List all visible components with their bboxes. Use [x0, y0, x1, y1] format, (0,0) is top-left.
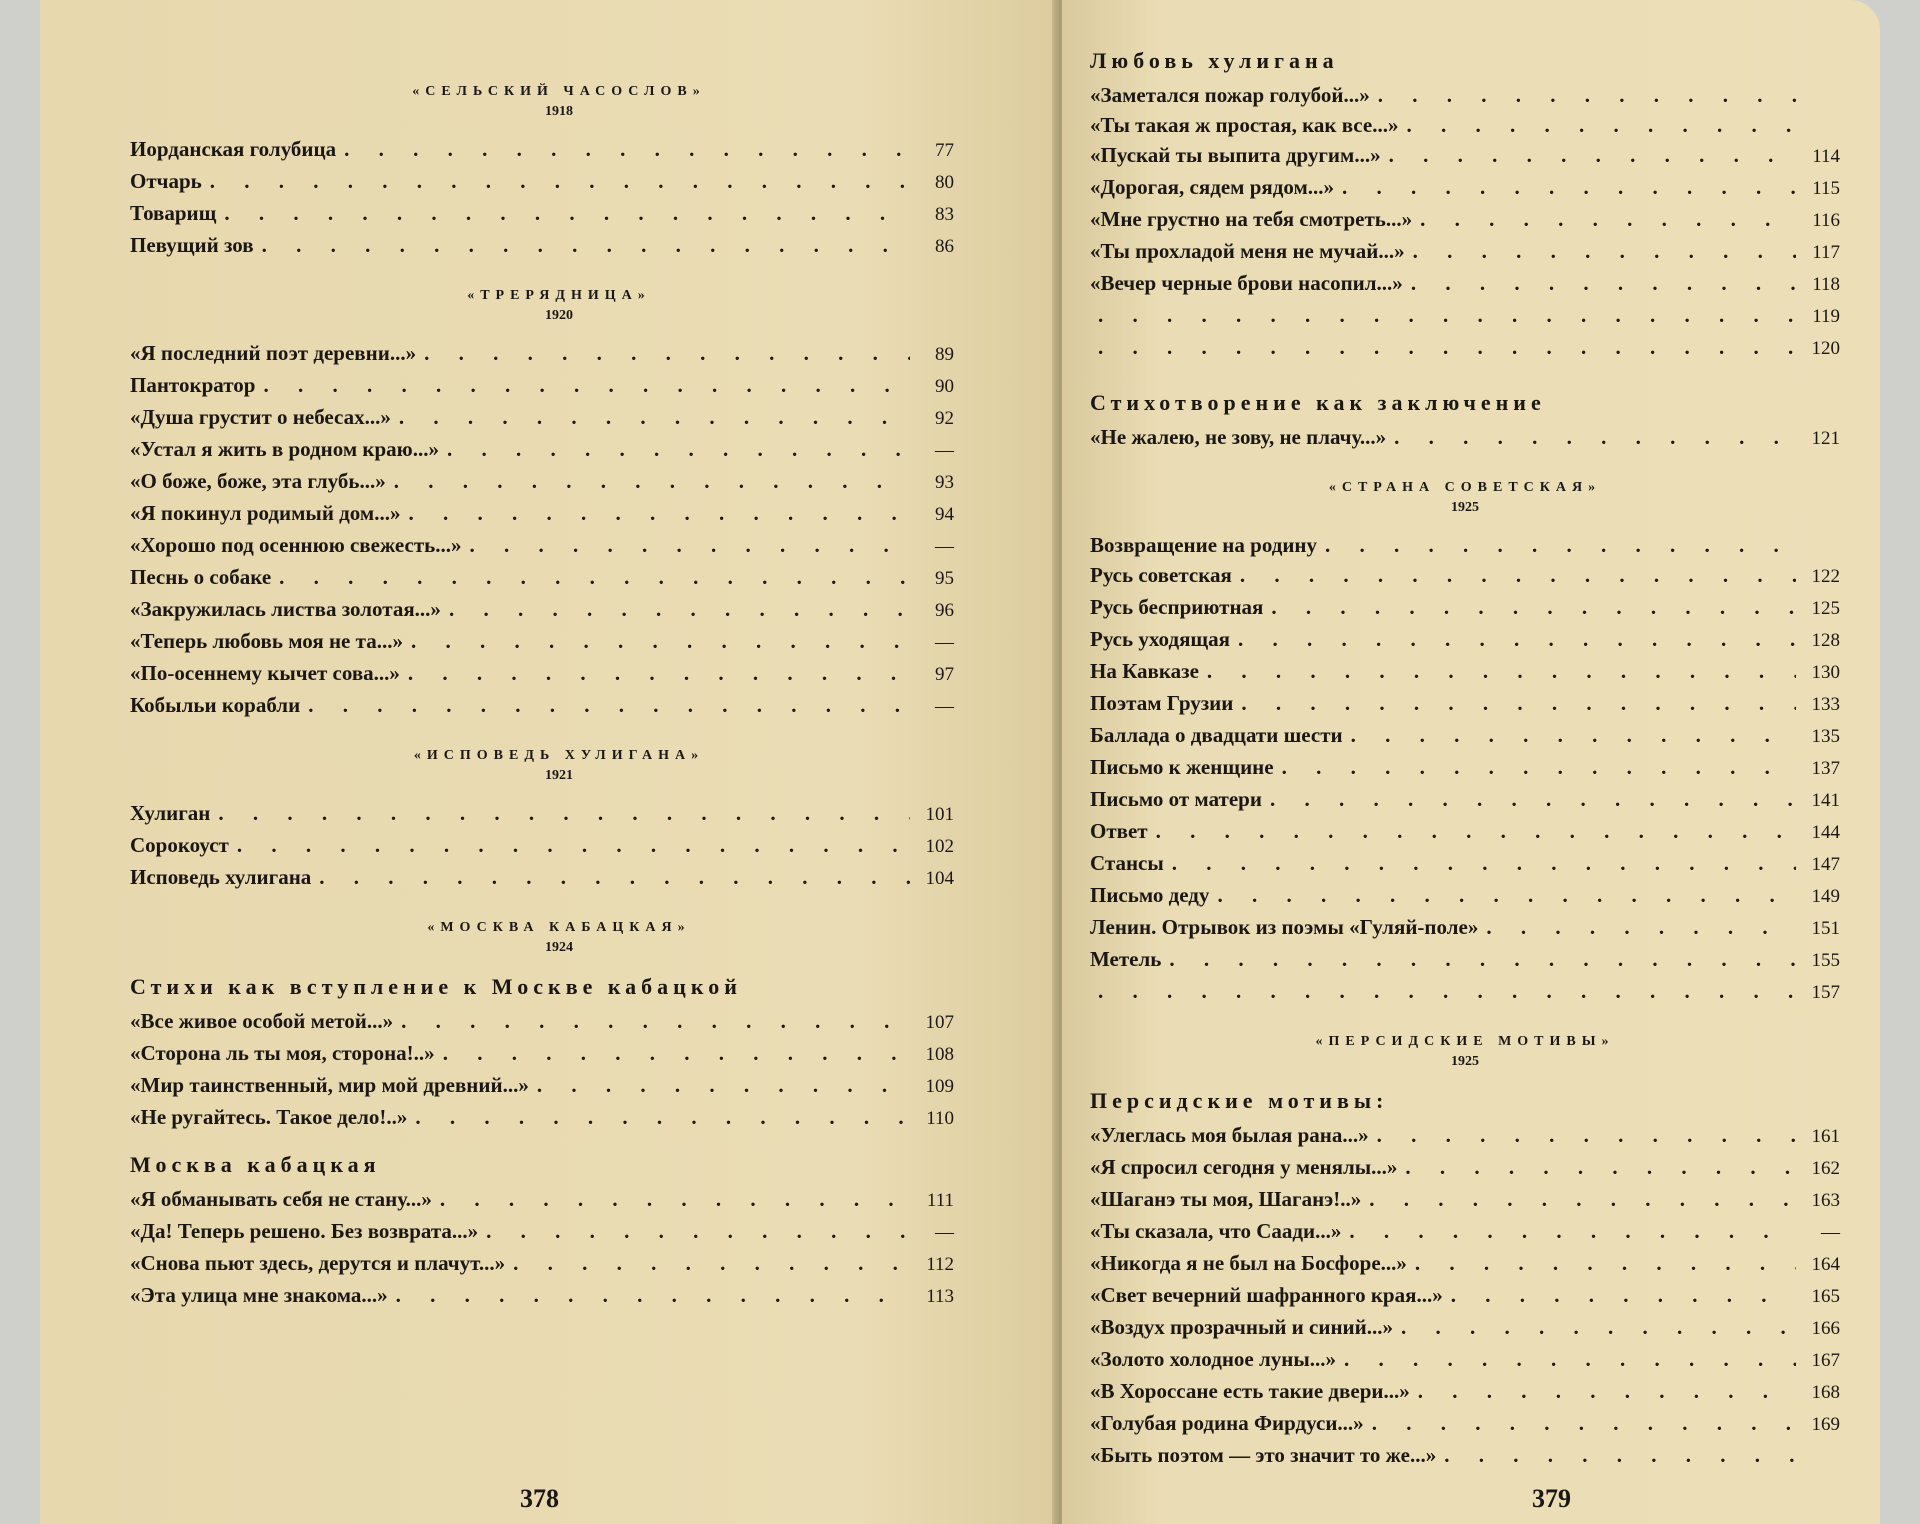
- entry-title: Хулиган: [130, 801, 211, 825]
- toc-entry: [130, 1248, 954, 1280]
- section-year: 1920: [545, 308, 573, 323]
- toc-entry: [130, 562, 954, 594]
- entry-page: —: [935, 632, 954, 653]
- section-subheading: Стихотворение как заключение: [1090, 390, 1546, 415]
- entry-page: —: [935, 1222, 954, 1243]
- section-year: 1921: [545, 768, 573, 783]
- toc-entry: [1090, 1248, 1840, 1280]
- section-subheading: Любовь хулигана: [1090, 48, 1339, 73]
- section-heading: «ТРЕРЯДНИЦА»: [467, 288, 651, 303]
- toc-entry: [1090, 912, 1840, 944]
- dot-leader: [1420, 204, 1796, 234]
- toc-entry: [1090, 80, 1840, 110]
- entry-title: Русь бесприютная: [1090, 595, 1264, 619]
- toc-entry: [130, 1184, 954, 1216]
- dot-leader: [1418, 1376, 1796, 1406]
- dot-leader: [537, 1070, 910, 1100]
- dot-leader: [1378, 80, 1796, 110]
- page-number-left: 378: [520, 1484, 559, 1513]
- entry-title: «Не ругайтесь. Такое дело!..»: [130, 1105, 408, 1129]
- entry-title: «Я последний поэт деревни...»: [130, 341, 417, 365]
- entry-page: 122: [1811, 566, 1840, 587]
- dot-leader: [1451, 1280, 1796, 1310]
- entry-title: «По-осеннему кычет сова...»: [130, 661, 400, 685]
- dot-leader: [1207, 656, 1796, 686]
- entry-page: 109: [925, 1076, 954, 1097]
- section-year: 1924: [545, 940, 573, 955]
- entry-page: 114: [1812, 146, 1840, 167]
- dot-leader: [1217, 880, 1796, 910]
- dot-leader: [344, 134, 910, 164]
- dot-leader: [1344, 1344, 1796, 1374]
- entry-title: «О боже, боже, эта глубь...»: [130, 469, 386, 493]
- dot-leader: [443, 1038, 910, 1068]
- entry-page: 141: [1811, 790, 1840, 811]
- entry-title: «Да! Теперь решено. Без возврата...»: [130, 1219, 479, 1243]
- dot-leader: [401, 1006, 910, 1036]
- toc-entry: [130, 830, 954, 862]
- entry-page: —: [935, 440, 954, 461]
- dot-leader: [1401, 1312, 1796, 1342]
- dot-leader: [1098, 332, 1796, 362]
- dot-leader: [1325, 530, 1796, 560]
- dot-leader: [1349, 1216, 1796, 1246]
- toc-entry: [1090, 1376, 1840, 1408]
- entry-page: 155: [1811, 950, 1840, 971]
- toc-entry: [1090, 204, 1840, 236]
- toc-section: [130, 748, 988, 894]
- dot-leader: [1389, 140, 1796, 170]
- entry-title: «Никогда я не был на Босфоре...»: [1090, 1251, 1407, 1275]
- entry-title: «Мне грустно на тебя смотреть...»: [1090, 207, 1413, 231]
- toc-entry: [130, 1070, 954, 1102]
- entry-page: 93: [935, 472, 954, 493]
- dot-leader: [1413, 236, 1796, 266]
- entry-page: 117: [1812, 242, 1840, 263]
- entry-title: Русь уходящая: [1090, 627, 1231, 651]
- section-heading: «ИСПОВЕДЬ ХУЛИГАНА»: [413, 748, 705, 763]
- toc-entry: [130, 1038, 954, 1070]
- toc-section: [130, 288, 988, 722]
- entry-page: 149: [1811, 886, 1840, 907]
- toc-entry: [1090, 560, 1840, 592]
- toc-entry: [1090, 140, 1840, 172]
- entry-page: 110: [926, 1108, 954, 1129]
- entry-title: «Воздух прозрачный и синий...»: [1090, 1315, 1394, 1339]
- toc-entry: [1090, 1440, 1840, 1470]
- dot-leader: [1098, 976, 1796, 1006]
- entry-page: 96: [935, 600, 954, 621]
- toc-entry: [130, 1102, 954, 1134]
- toc-entry: [130, 338, 954, 370]
- entry-title: «Устал я жить в родном краю...»: [130, 437, 439, 461]
- entry-page: 168: [1811, 1382, 1840, 1403]
- toc-entry: [1090, 530, 1840, 560]
- toc-entry: [130, 530, 954, 562]
- dot-leader: [279, 562, 910, 592]
- toc-entry: [130, 1006, 954, 1038]
- entry-page: 164: [1811, 1254, 1840, 1275]
- entry-page: 121: [1811, 428, 1840, 449]
- dot-leader: [210, 166, 910, 196]
- toc-entry: [1090, 656, 1840, 688]
- entry-page: 166: [1811, 1318, 1840, 1339]
- dot-leader: [1098, 300, 1796, 330]
- dot-leader: [1240, 560, 1796, 590]
- entry-title: Кобыльи корабли: [130, 693, 301, 717]
- dot-leader: [1377, 1120, 1796, 1150]
- entry-title: «Не жалею, не зову, не плачу...»: [1090, 425, 1387, 449]
- toc-entry: [1090, 752, 1840, 784]
- toc-entry: [130, 466, 954, 498]
- entry-title: «В Хороссане есть такие двери...»: [1090, 1379, 1410, 1403]
- dot-leader: [1444, 1440, 1796, 1470]
- entry-page: 111: [926, 1190, 954, 1211]
- entry-page: 163: [1811, 1190, 1840, 1211]
- entry-title: Иорданская голубица: [130, 137, 337, 161]
- entry-page: 83: [935, 204, 954, 225]
- entry-page: 116: [1812, 210, 1840, 231]
- entry-page: 102: [925, 836, 954, 857]
- dot-leader: [1351, 720, 1796, 750]
- toc-entry: [1090, 1312, 1840, 1344]
- toc-entry: [130, 862, 954, 894]
- toc-section: [1090, 48, 1840, 364]
- entry-title: Отчарь: [130, 169, 202, 193]
- entry-page: 137: [1811, 758, 1840, 779]
- toc-entry: [1090, 268, 1840, 300]
- entry-title: «Ты такая ж простая, как все...»: [1090, 113, 1399, 137]
- entry-title: «Золото холодное луны...»: [1090, 1347, 1337, 1371]
- entry-page: 165: [1811, 1286, 1840, 1307]
- toc-section: [130, 84, 988, 262]
- toc-section: [130, 920, 988, 1312]
- page-number-right: 379: [1532, 1484, 1571, 1513]
- toc-entry: [1090, 816, 1840, 848]
- entry-title: Русь советская: [1090, 563, 1232, 587]
- section-heading: «СЕЛЬСКИЙ ЧАСОСЛОВ»: [412, 84, 706, 99]
- dot-leader: [440, 1184, 910, 1214]
- section-year: 1925: [1451, 1054, 1479, 1069]
- entry-title: Исповедь хулигана: [130, 865, 312, 889]
- toc-entry: [1090, 332, 1840, 364]
- entry-page: 133: [1811, 694, 1840, 715]
- dot-leader: [1486, 912, 1796, 942]
- toc-entry: [130, 658, 954, 690]
- entry-page: 144: [1811, 822, 1840, 843]
- entry-page: 90: [935, 376, 954, 397]
- entry-title: «Быть поэтом — это значит то же...»: [1090, 1443, 1437, 1467]
- entry-page: —: [935, 696, 954, 717]
- toc-entry: [130, 1216, 954, 1248]
- entry-title: Товарищ: [130, 201, 217, 225]
- dot-leader: [1369, 1184, 1796, 1214]
- dot-leader: [1241, 688, 1796, 718]
- dot-leader: [1394, 422, 1796, 452]
- dot-leader: [1405, 1152, 1796, 1182]
- toc-entry: [1090, 300, 1840, 332]
- right-page-content: [1090, 48, 1840, 1470]
- section-subheading: Москва кабацкая: [130, 1152, 381, 1177]
- entry-title: «Пускай ты выпита другим...»: [1090, 143, 1381, 167]
- toc-entry: [130, 690, 954, 722]
- dot-leader: [262, 230, 910, 260]
- entry-title: Метель: [1090, 947, 1162, 971]
- entry-title: «Заметался пожар голубой...»: [1090, 83, 1370, 107]
- toc-entry: [130, 134, 954, 166]
- entry-page: 135: [1811, 726, 1840, 747]
- entry-title: «Эта улица мне знакома...»: [130, 1283, 388, 1307]
- entry-title: «Вечер черные брови насопил...»: [1090, 271, 1403, 295]
- dot-leader: [1172, 848, 1796, 878]
- dot-leader: [1372, 1408, 1796, 1438]
- entry-title: Письмо деду: [1090, 883, 1210, 907]
- entry-page: 120: [1811, 338, 1840, 359]
- entry-title: Песнь о собаке: [130, 565, 272, 589]
- toc-entry: [1090, 592, 1840, 624]
- dot-leader: [408, 498, 910, 528]
- entry-title: Ответ: [1090, 819, 1148, 843]
- dot-leader: [1271, 592, 1796, 622]
- entry-page: 112: [926, 1254, 954, 1275]
- entry-page: 94: [935, 504, 954, 525]
- toc-entry: [1090, 848, 1840, 880]
- entry-page: 80: [935, 172, 954, 193]
- dot-leader: [1238, 624, 1796, 654]
- dot-leader: [1270, 784, 1796, 814]
- entry-title: «Я спросил сегодня у менялы...»: [1090, 1155, 1398, 1179]
- dot-leader: [237, 830, 910, 860]
- dot-leader: [1342, 172, 1796, 202]
- toc-entry: [130, 370, 954, 402]
- entry-title: «Ты сказала, что Саади...»: [1090, 1219, 1342, 1243]
- entry-page: 101: [925, 804, 954, 825]
- dot-leader: [424, 338, 910, 368]
- entry-title: «Дорогая, сядем рядом...»: [1090, 175, 1335, 199]
- entry-page: —: [935, 536, 954, 557]
- section-year: 1918: [545, 104, 573, 119]
- toc-entry: [130, 402, 954, 434]
- dot-leader: [399, 402, 910, 432]
- entry-page: 125: [1811, 598, 1840, 619]
- dot-leader: [308, 690, 910, 720]
- dot-leader: [408, 658, 910, 688]
- toc-entry: [1090, 624, 1840, 656]
- toc-entry: [1090, 1280, 1840, 1312]
- dot-leader: [1282, 752, 1796, 782]
- entry-title: «Закружилась листва золотая...»: [130, 597, 441, 621]
- entry-title: «Улеглась моя былая рана...»: [1090, 1123, 1369, 1147]
- toc-entry: [1090, 1184, 1840, 1216]
- entry-page: 113: [926, 1286, 954, 1307]
- toc-entry: [130, 230, 954, 262]
- dot-leader: [1169, 944, 1796, 974]
- toc-entry: [1090, 1120, 1840, 1152]
- entry-title: «Хорошо под осеннюю свежесть...»: [130, 533, 462, 557]
- section-heading: «СТРАНА СОВЕТСКАЯ»: [1328, 480, 1602, 495]
- dot-leader: [411, 626, 910, 656]
- entry-title: Письмо от матери: [1090, 787, 1262, 811]
- toc-entry: [1090, 1152, 1840, 1184]
- toc-entry: [1090, 1408, 1840, 1440]
- entry-page: 161: [1811, 1126, 1840, 1147]
- entry-page: 115: [1812, 178, 1840, 199]
- toc-entry: [1090, 720, 1840, 752]
- entry-title: Возвращение на родину: [1090, 533, 1318, 557]
- entry-page: 118: [1812, 274, 1840, 295]
- dot-leader: [1411, 268, 1796, 298]
- dot-leader: [447, 434, 910, 464]
- toc-entry: [1090, 236, 1840, 268]
- entry-page: 167: [1811, 1350, 1840, 1371]
- entry-title: «Свет вечерний шафранного края...»: [1090, 1283, 1443, 1307]
- dot-leader: [415, 1102, 910, 1132]
- dot-leader: [224, 198, 910, 228]
- entry-page: 157: [1811, 982, 1840, 1003]
- entry-title: «Мир таинственный, мир мой древний...»: [130, 1073, 529, 1097]
- toc-entry: [130, 798, 954, 830]
- entry-title: «Я покинул родимый дом...»: [130, 501, 401, 525]
- dot-leader: [218, 798, 910, 828]
- dot-leader: [263, 370, 910, 400]
- toc-entry: [1090, 110, 1840, 140]
- entry-title: На Кавказе: [1090, 659, 1199, 683]
- dot-leader: [319, 862, 910, 892]
- toc-entry: [130, 1280, 954, 1312]
- dot-leader: [1156, 816, 1796, 846]
- toc-entry: [1090, 422, 1840, 454]
- entry-page: 147: [1811, 854, 1840, 875]
- entry-title: «Душа грустит о небесах...»: [130, 405, 391, 429]
- right-page: [1062, 0, 1880, 1524]
- toc-section: [1090, 480, 1840, 1008]
- entry-page: 77: [935, 140, 954, 161]
- section-subheading: Стихи как вступление к Москве кабацкой: [130, 974, 742, 999]
- entry-title: «Голубая родина Фирдуси...»: [1090, 1411, 1364, 1435]
- dot-leader: [513, 1248, 910, 1278]
- entry-page: 97: [935, 664, 954, 685]
- dot-leader: [1406, 110, 1796, 140]
- entry-title: «Снова пьют здесь, дерутся и плачут...»: [130, 1251, 506, 1275]
- toc-entry: [1090, 976, 1840, 1008]
- dot-leader: [394, 466, 910, 496]
- entry-page: 128: [1811, 630, 1840, 651]
- section-year: 1925: [1451, 500, 1479, 515]
- toc-entry: [1090, 688, 1840, 720]
- left-page-content: [130, 84, 988, 1312]
- toc-entry: [130, 198, 954, 230]
- entry-title: Стансы: [1090, 851, 1164, 875]
- entry-title: Пантократор: [130, 373, 256, 397]
- toc-entry: [1090, 172, 1840, 204]
- entry-title: «Шаганэ ты моя, Шаганэ!..»: [1090, 1187, 1362, 1211]
- entry-title: «Теперь любовь моя не та...»: [130, 629, 403, 653]
- toc-entry: [130, 434, 954, 466]
- section-heading: «ПЕРСИДСКИЕ МОТИВЫ»: [1315, 1034, 1615, 1049]
- entry-title: Поэтам Грузии: [1090, 691, 1234, 715]
- entry-title: Певущий зов: [130, 233, 254, 257]
- entry-title: «Сторона ль ты моя, сторона!..»: [130, 1041, 435, 1065]
- dot-leader: [470, 530, 911, 560]
- toc-entry: [1090, 1216, 1840, 1248]
- toc-entry: [1090, 944, 1840, 976]
- entry-page: 169: [1811, 1414, 1840, 1435]
- entry-page: 107: [925, 1012, 954, 1033]
- left-page: [40, 0, 1058, 1524]
- dot-leader: [1415, 1248, 1796, 1278]
- entry-title: «Все живое особой метой...»: [130, 1009, 394, 1033]
- entry-page: 89: [935, 344, 954, 365]
- toc-entry: [1090, 784, 1840, 816]
- toc-entry: [130, 626, 954, 658]
- entry-title: Сорокоуст: [130, 833, 229, 857]
- entry-page: 92: [935, 408, 954, 429]
- entry-page: 151: [1811, 918, 1840, 939]
- toc-entry: [1090, 880, 1840, 912]
- section-subheading: Персидские мотивы:: [1090, 1088, 1389, 1113]
- entry-title: Письмо к женщине: [1090, 755, 1274, 779]
- dot-leader: [449, 594, 910, 624]
- entry-page: 104: [925, 868, 954, 889]
- dot-leader: [396, 1280, 910, 1310]
- entry-page: 86: [935, 236, 954, 257]
- entry-page: 95: [935, 568, 954, 589]
- entry-page: 162: [1811, 1158, 1840, 1179]
- entry-page: 130: [1811, 662, 1840, 683]
- dot-leader: [486, 1216, 910, 1246]
- toc-entry: [130, 498, 954, 530]
- toc-entry: [1090, 1344, 1840, 1376]
- entry-page: —: [1821, 1222, 1840, 1243]
- section-heading: «МОСКВА КАБАЦКАЯ»: [427, 920, 691, 935]
- entry-page: 108: [925, 1044, 954, 1065]
- entry-title: «Ты прохладой меня не мучай...»: [1090, 239, 1405, 263]
- toc-entry: [130, 166, 954, 198]
- entry-title: «Я обманывать себя не стану...»: [130, 1187, 432, 1211]
- entry-title: Баллада о двадцати шести: [1090, 723, 1343, 747]
- entry-page: 119: [1812, 306, 1840, 327]
- entry-title: Ленин. Отрывок из поэмы «Гуляй-поле»: [1090, 915, 1479, 939]
- toc-entry: [130, 594, 954, 626]
- toc-section: [1090, 390, 1840, 454]
- toc-section: [1090, 1034, 1840, 1470]
